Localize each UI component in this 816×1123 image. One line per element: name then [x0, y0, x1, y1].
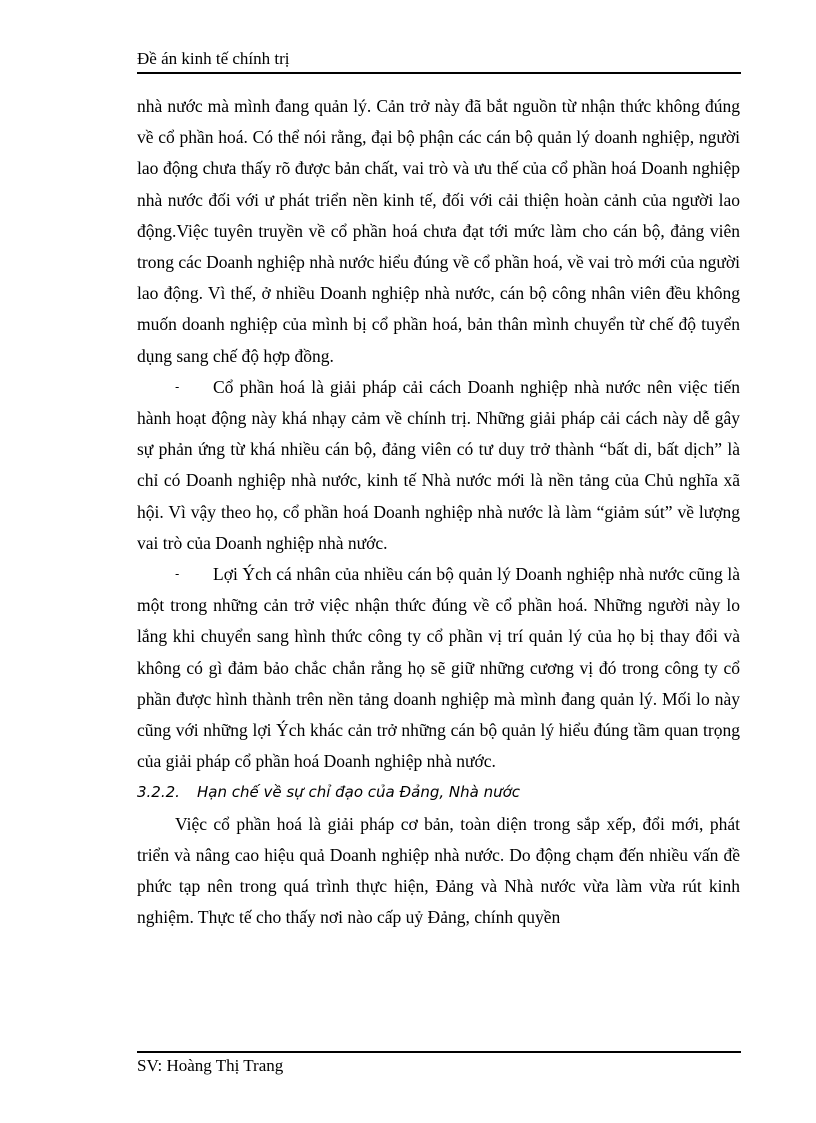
bullet-paragraph-1-text: Cổ phần hoá là giải pháp cải cách Doanh nghiệp nhà nước nên việc tiến hành hoạt động này khá nhạy cảm về chính trị. Những giải pháp cải cách này dễ gây sự phản ứng từ khá nhiều cán bộ, đảng viên có tư duy trở thành “bất di, bất dịch” là chỉ có Doanh nghiệp nhà nước, kinh tế Nhà nước mới là nền tảng của Chủ nghĩa xã hội. Vì vậy theo họ, cổ phần hoá Doanh nghiệp nhà nước là làm “giảm sút” về lượng vai trò của Doanh nghiệp nhà nước.: [137, 376, 740, 553]
section-number: 3.2.2.: [137, 783, 180, 802]
paragraph-1: nhà nước mà mình đang quản lý. Cản trở này đã bắt nguồn từ nhận thức không đúng về cổ phần hoá. Có thể nói rằng, đại bộ phận các cán bộ quản lý doanh nghiệp, người lao động chưa thấy rõ được bản chất, vai trò và ưu thế của cổ phần hoá Doanh nghiệp nhà nước đối với ư phát triển nền kinh tế, đối với cải thiện hoàn cảnh của người lao động.Việc tuyên truyền về cổ phần hoá chưa đạt tới mức làm cho cán bộ, đảng viên trong các Doanh nghiệp nhà nước hiểu đúng về cổ phần hoá, về vai trò mới của người lao động. Vì thế, ở nhiều Doanh nghiệp nhà nước, cán bộ công nhân viên đều không muốn doanh nghiệp của mình bị cổ phần hoá, bản thân mình chuyển từ chế độ tuyển dụng sang chế độ hợp đồng.: [137, 96, 740, 366]
bullet-paragraph-1: [137, 372, 740, 559]
bullet-marker: -: [175, 567, 180, 582]
header-divider: [137, 72, 741, 74]
footer-divider: [137, 1051, 741, 1053]
paragraph-4: Việc cổ phần hoá là giải pháp cơ bản, toàn diện trong sắp xếp, đổi mới, phát triển và nâng cao hiệu quả Doanh nghiệp nhà nước. Do động chạm đến nhiều vấn đề phức tạp nên trong quá trình thực hiện, Đảng và Nhà nước vừa làm vừa rút kinh nghiệm. Thực tế cho thấy nơi nào cấp uỷ Đảng, chính quyền: [137, 813, 740, 928]
bullet-paragraph-2-text: Lợi Ých cá nhân của nhiều cán bộ quản lý Doanh nghiệp nhà nước cũng là một trong những cản trở việc nhận thức đúng về cổ phần hoá. Những người này lo lắng khi chuyển sang hình thức công ty cổ phần vị trí quản lý của họ bị thay đổi và không có gì đảm bảo chắc chắn rằng họ sẽ giữ những cương vị đó trong công ty cổ phần được hình thành trên nền tảng doanh nghiệp mà mình đang quản lý. Mối lo này cũng với những lợi Ých khác cản trở những cán bộ quản lý hiểu đúng tầm quan trọng của giải pháp cổ phần hoá Doanh nghiệp nhà nước.: [137, 564, 740, 772]
page-header-title: Đề án kinh tế chính trị: [137, 49, 290, 68]
section-title: Hạn chế về sự chỉ đạo của Đảng, Nhà nước: [197, 783, 521, 802]
bullet-marker: -: [175, 379, 180, 394]
document-body: [137, 91, 740, 933]
section-heading: [137, 777, 740, 808]
page-footer-author: SV: Hoàng Thị Trang: [137, 1056, 284, 1075]
bullet-paragraph-2: [137, 559, 740, 777]
